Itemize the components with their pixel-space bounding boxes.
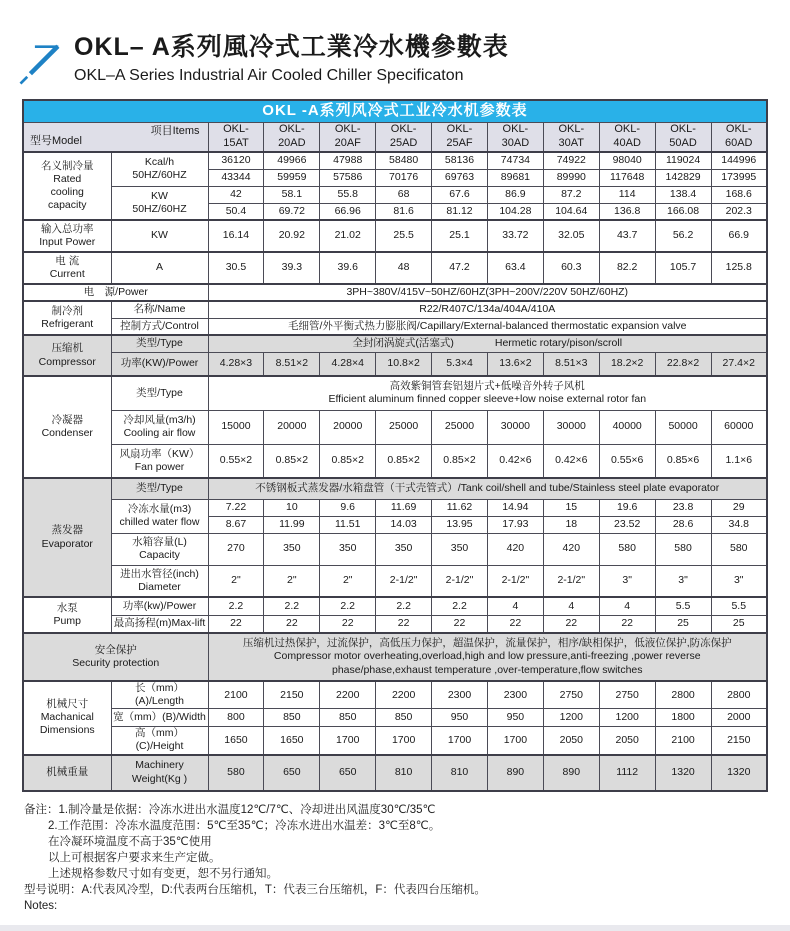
table-cell: 0.85×2 bbox=[320, 444, 376, 478]
table-cell: 89990 bbox=[543, 169, 599, 186]
table-cell: 30.5 bbox=[208, 252, 264, 284]
table-cell: 34.8 bbox=[711, 516, 767, 533]
table-cell: 14.03 bbox=[376, 516, 432, 533]
table-cell: 2.2 bbox=[432, 597, 488, 615]
condenser-group-label: 冷凝器 Condenser bbox=[23, 376, 111, 478]
security-line-en1: Compressor motor overheating,overload,high and low pressure,anti-freezing ,power reverse bbox=[273, 650, 701, 663]
table-cell: 950 bbox=[432, 709, 488, 727]
table-cell: 47988 bbox=[320, 152, 376, 169]
table-cell: 104.28 bbox=[487, 203, 543, 220]
table-cell: 0.85×6 bbox=[655, 444, 711, 478]
table-cell: 22 bbox=[432, 615, 488, 633]
table-cell: 60.3 bbox=[543, 252, 599, 284]
condenser-type-label: 类型/Type bbox=[111, 376, 208, 410]
pump-power-label: 功率(kw)/Power bbox=[111, 597, 208, 615]
evaporator-chilled-label: 冷冻水量(m3) chilled water flow bbox=[111, 499, 208, 533]
table-cell: 104.64 bbox=[543, 203, 599, 220]
table-caption: OKL -A系列风冷式工业冷水机参数表 bbox=[23, 100, 767, 122]
rated-kw-label: KW 50HZ/60HZ bbox=[111, 186, 208, 220]
table-cell: 202.3 bbox=[711, 203, 767, 220]
table-cell: 30000 bbox=[487, 410, 543, 444]
table-cell: 119024 bbox=[655, 152, 711, 169]
power-supply-label: 电 源/Power bbox=[23, 284, 208, 301]
corner-header-cell bbox=[23, 122, 208, 152]
table-cell: 86.9 bbox=[487, 186, 543, 203]
table-cell: 8.51×2 bbox=[264, 352, 320, 376]
table-cell: 144996 bbox=[711, 152, 767, 169]
table-cell: 0.85×2 bbox=[432, 444, 488, 478]
table-cell: 74922 bbox=[543, 152, 599, 169]
table-cell: 850 bbox=[264, 709, 320, 727]
table-cell: 69.72 bbox=[264, 203, 320, 220]
table-cell: 21.02 bbox=[320, 220, 376, 252]
table-cell: 58480 bbox=[376, 152, 432, 169]
table-cell: 1800 bbox=[655, 709, 711, 727]
table-cell: 168.6 bbox=[711, 186, 767, 203]
security-line-en2: phase/phase,exhaust temperature ,over-temperature,flow switches bbox=[332, 663, 643, 676]
table-cell: 1112 bbox=[599, 755, 655, 791]
table-cell: 2.2 bbox=[264, 597, 320, 615]
table-cell: 89681 bbox=[487, 169, 543, 186]
spec-table bbox=[22, 99, 768, 792]
table-cell: 105.7 bbox=[655, 252, 711, 284]
table-cell: 59959 bbox=[264, 169, 320, 186]
table-cell: 1.1×6 bbox=[711, 444, 767, 478]
table-cell: 11.69 bbox=[376, 499, 432, 516]
table-cell: 5.5 bbox=[655, 597, 711, 615]
table-cell: 69763 bbox=[432, 169, 488, 186]
table-cell: 4.28×3 bbox=[208, 352, 264, 376]
table-cell: 1700 bbox=[487, 727, 543, 755]
table-cell: 22 bbox=[264, 615, 320, 633]
table-cell: 17.93 bbox=[487, 516, 543, 533]
table-cell: 22.8×2 bbox=[655, 352, 711, 376]
table-cell: 10.8×2 bbox=[376, 352, 432, 376]
rated-kcal-label: Kcal/h 50HZ/60HZ bbox=[111, 152, 208, 186]
table-cell: 22 bbox=[543, 615, 599, 633]
table-cell: 2050 bbox=[543, 727, 599, 755]
table-cell: 48 bbox=[376, 252, 432, 284]
security-value bbox=[208, 633, 767, 681]
table-cell: 36120 bbox=[208, 152, 264, 169]
table-cell: 25000 bbox=[376, 410, 432, 444]
table-cell: 1200 bbox=[543, 709, 599, 727]
table-cell: 22 bbox=[487, 615, 543, 633]
table-cell: 11.62 bbox=[432, 499, 488, 516]
table-cell: 42 bbox=[208, 186, 264, 203]
table-cell: 950 bbox=[487, 709, 543, 727]
table-cell: 29 bbox=[711, 499, 767, 516]
table-cell: 2" bbox=[264, 565, 320, 597]
table-cell: 1320 bbox=[655, 755, 711, 791]
table-cell: 19.6 bbox=[599, 499, 655, 516]
table-cell: 650 bbox=[264, 755, 320, 791]
table-cell: 142829 bbox=[655, 169, 711, 186]
table-cell: 2750 bbox=[543, 681, 599, 709]
table-cell: 43.7 bbox=[599, 220, 655, 252]
table-cell: 1320 bbox=[711, 755, 767, 791]
table-cell: 58136 bbox=[432, 152, 488, 169]
table-cell: 50.4 bbox=[208, 203, 264, 220]
table-cell: 890 bbox=[543, 755, 599, 791]
pump-group-label: 水泵 Pump bbox=[23, 597, 111, 633]
note-line: 以上可根据客户要求来生产定做。 bbox=[48, 851, 221, 864]
condenser-type-zh: 高效紫铜管套铝翅片式+低噪音外转子风机 bbox=[389, 380, 585, 393]
table-cell: 420 bbox=[543, 533, 599, 565]
table-cell: 580 bbox=[599, 533, 655, 565]
table-cell: 55.8 bbox=[320, 186, 376, 203]
table-cell: 15000 bbox=[208, 410, 264, 444]
table-cell: 420 bbox=[487, 533, 543, 565]
corner-items-label: 项目Items bbox=[150, 124, 200, 137]
table-cell: 40000 bbox=[599, 410, 655, 444]
table-cell: 2200 bbox=[320, 681, 376, 709]
note-line: 上述规格参数尺寸如有变更，恕不另行通知。 bbox=[48, 867, 278, 880]
table-cell: 82.2 bbox=[599, 252, 655, 284]
table-cell: 650 bbox=[320, 755, 376, 791]
table-cell: 43344 bbox=[208, 169, 264, 186]
table-cell: 16.14 bbox=[208, 220, 264, 252]
table-cell: 2800 bbox=[655, 681, 711, 709]
security-line-zh: 压缩机过热保护，过流保护，高低压力保护，超温保护，流量保护，相序/缺相保护，低液位保护,防冻保护 bbox=[242, 637, 732, 650]
table-cell: 68 bbox=[376, 186, 432, 203]
table-cell: 63.4 bbox=[487, 252, 543, 284]
table-cell: 1650 bbox=[208, 727, 264, 755]
table-cell: 20000 bbox=[320, 410, 376, 444]
weight-label-zh: 机械重量 bbox=[23, 755, 111, 791]
table-cell: 25.5 bbox=[376, 220, 432, 252]
condenser-type-value bbox=[208, 376, 767, 410]
column-header: OKL- 40AD bbox=[599, 122, 655, 152]
table-cell: 9.6 bbox=[320, 499, 376, 516]
input-power-label: 输入总功率 Input Power bbox=[23, 220, 111, 252]
note-line: 在冷凝环境温度不高于35℃使用 bbox=[48, 835, 212, 848]
compressor-type-en: Hermetic rotary/pison/scroll bbox=[494, 337, 623, 350]
table-cell: 2300 bbox=[432, 681, 488, 709]
refrigerant-name-label: 名称/Name bbox=[111, 301, 208, 318]
evaporator-type-label: 类型/Type bbox=[111, 478, 208, 499]
pump-maxlift-label: 最高扬程(m)Max-lift bbox=[111, 615, 208, 633]
table-cell: 20000 bbox=[264, 410, 320, 444]
table-cell: 7.22 bbox=[208, 499, 264, 516]
table-cell: 270 bbox=[208, 533, 264, 565]
table-cell: 2-1/2" bbox=[432, 565, 488, 597]
table-cell: 13.95 bbox=[432, 516, 488, 533]
refrigerant-control-value: 毛细管/外平衡式热力膨胀阀/Capillary/External-balanced thermostatic expansion valve bbox=[208, 318, 767, 335]
table-cell: 87.2 bbox=[543, 186, 599, 203]
column-header-row bbox=[23, 122, 767, 152]
table-cell: 28.6 bbox=[655, 516, 711, 533]
table-cell: 0.85×2 bbox=[376, 444, 432, 478]
table-cell: 1700 bbox=[320, 727, 376, 755]
table-cell: 74734 bbox=[487, 152, 543, 169]
column-header: OKL- 30AD bbox=[487, 122, 543, 152]
table-cell: 0.42×6 bbox=[543, 444, 599, 478]
column-header: OKL- 60AD bbox=[711, 122, 767, 152]
table-cell: 22 bbox=[599, 615, 655, 633]
table-cell: 25000 bbox=[432, 410, 488, 444]
current-label: 电 流 Current bbox=[23, 252, 111, 284]
table-cell: 30000 bbox=[543, 410, 599, 444]
compressor-type-value bbox=[208, 335, 767, 352]
table-cell: 3" bbox=[599, 565, 655, 597]
table-cell: 350 bbox=[320, 533, 376, 565]
table-cell: 1200 bbox=[599, 709, 655, 727]
table-cell: 13.6×2 bbox=[487, 352, 543, 376]
table-cell: 49966 bbox=[264, 152, 320, 169]
table-cell: 2.2 bbox=[208, 597, 264, 615]
table-cell: 66.9 bbox=[711, 220, 767, 252]
table-cell: 166.08 bbox=[655, 203, 711, 220]
table-cell: 56.2 bbox=[655, 220, 711, 252]
table-cell: 2-1/2" bbox=[487, 565, 543, 597]
column-header: OKL- 25AF bbox=[432, 122, 488, 152]
table-cell: 11.51 bbox=[320, 516, 376, 533]
table-cell: 66.96 bbox=[320, 203, 376, 220]
condenser-fan-label: 风扇功率（KW） Fan power bbox=[111, 444, 208, 478]
table-cell: 2000 bbox=[711, 709, 767, 727]
table-cell: 23.52 bbox=[599, 516, 655, 533]
page-bottom-strip bbox=[0, 925, 790, 931]
column-header: OKL- 50AD bbox=[655, 122, 711, 152]
page-title: OKL– A系列風冷式工業冷水機參數表 bbox=[74, 33, 509, 61]
table-cell: 22 bbox=[320, 615, 376, 633]
table-cell: 810 bbox=[376, 755, 432, 791]
table-cell: 18.2×2 bbox=[599, 352, 655, 376]
table-cell: 5.5 bbox=[711, 597, 767, 615]
table-cell: 60000 bbox=[711, 410, 767, 444]
dimensions-width-label: 宽（mm）(B)/Width bbox=[111, 709, 208, 727]
note-line: Notes: bbox=[24, 899, 58, 912]
table-cell: 33.72 bbox=[487, 220, 543, 252]
note-line: 备注：1.制冷量是依据：冷冻水进出水温度12℃/7℃、冷却进出风温度30℃/35℃ bbox=[24, 803, 436, 816]
input-power-unit: KW bbox=[111, 220, 208, 252]
dimensions-group-label: 机械尺寸 Machanical Dimensions bbox=[23, 681, 111, 755]
dimensions-length-label: 长（mm）(A)/Length bbox=[111, 681, 208, 709]
table-cell: 4 bbox=[487, 597, 543, 615]
page-subtitle: OKL–A Series Industrial Air Cooled Chiller Specificaton bbox=[74, 67, 464, 84]
table-cell: 2.2 bbox=[320, 597, 376, 615]
evaporator-group-label: 蒸发器 Evaporator bbox=[23, 478, 111, 597]
table-cell: 0.55×6 bbox=[599, 444, 655, 478]
table-cell: 4 bbox=[543, 597, 599, 615]
evaporator-diameter-label: 进出水管径(inch) Diameter bbox=[111, 565, 208, 597]
compressor-group-label: 压缩机 Compressor bbox=[23, 335, 111, 376]
power-supply-value: 3PH~380V/415V~50HZ/60HZ(3PH~200V/220V 50HZ/60HZ) bbox=[208, 284, 767, 301]
table-cell: 22 bbox=[376, 615, 432, 633]
column-header: OKL- 20AD bbox=[264, 122, 320, 152]
table-cell: 5.3×4 bbox=[432, 352, 488, 376]
column-header: OKL- 20AF bbox=[320, 122, 376, 152]
table-cell: 25 bbox=[711, 615, 767, 633]
table-cell: 0.42×6 bbox=[487, 444, 543, 478]
table-cell: 114 bbox=[599, 186, 655, 203]
page-header bbox=[0, 0, 790, 90]
evaporator-capacity-label: 水箱容量(L) Capacity bbox=[111, 533, 208, 565]
table-cell: 27.4×2 bbox=[711, 352, 767, 376]
table-cell: 350 bbox=[432, 533, 488, 565]
table-cell: 2050 bbox=[599, 727, 655, 755]
table-cell: 81.12 bbox=[432, 203, 488, 220]
table-cell: 2" bbox=[208, 565, 264, 597]
table-cell: 3" bbox=[655, 565, 711, 597]
table-cell: 800 bbox=[208, 709, 264, 727]
table-cell: 580 bbox=[208, 755, 264, 791]
dimensions-height-label: 高（mm）(C)/Height bbox=[111, 727, 208, 755]
table-cell: 81.6 bbox=[376, 203, 432, 220]
notes-block bbox=[24, 802, 790, 914]
table-cell: 25.1 bbox=[432, 220, 488, 252]
table-cell: 0.85×2 bbox=[264, 444, 320, 478]
table-cell: 2150 bbox=[264, 681, 320, 709]
refrigerant-name-value: R22/R407C/134a/404A/410A bbox=[208, 301, 767, 318]
evaporator-type-value: 不锈钢板式蒸发器/水箱盘管（干式壳管式）/Tank coil/shell and tube/Stainless steel plate evaporator bbox=[208, 478, 767, 499]
table-cell: 14.94 bbox=[487, 499, 543, 516]
table-cell: 18 bbox=[543, 516, 599, 533]
arrow-logo-icon bbox=[16, 34, 70, 90]
table-cell: 47.2 bbox=[432, 252, 488, 284]
compressor-type-zh: 全封闭涡旋式(活塞式) bbox=[352, 337, 454, 350]
table-cell: 136.8 bbox=[599, 203, 655, 220]
refrigerant-group-label: 制冷剂 Refrigerant bbox=[23, 301, 111, 335]
table-cell: 70176 bbox=[376, 169, 432, 186]
table-cell: 2750 bbox=[599, 681, 655, 709]
table-cell: 67.6 bbox=[432, 186, 488, 203]
table-cell: 20.92 bbox=[264, 220, 320, 252]
table-cell: 0.55×2 bbox=[208, 444, 264, 478]
table-cell: 138.4 bbox=[655, 186, 711, 203]
table-cell: 8.67 bbox=[208, 516, 264, 533]
table-cell: 2.2 bbox=[376, 597, 432, 615]
note-line: 2.工作范围：冷冻水温度范围：5℃至35℃；冷冻水进出水温差：3℃至8℃。 bbox=[48, 819, 441, 832]
refrigerant-control-label: 控制方式/Control bbox=[111, 318, 208, 335]
table-cell: 580 bbox=[711, 533, 767, 565]
table-cell: 3" bbox=[711, 565, 767, 597]
compressor-type-label: 类型/Type bbox=[111, 335, 208, 352]
table-cell: 125.8 bbox=[711, 252, 767, 284]
table-cell: 39.6 bbox=[320, 252, 376, 284]
table-cell: 98040 bbox=[599, 152, 655, 169]
rated-group-label: 名义制冷量 Rated cooling capacity bbox=[23, 152, 111, 220]
table-cell: 2-1/2" bbox=[376, 565, 432, 597]
table-cell: 2100 bbox=[208, 681, 264, 709]
table-caption-row bbox=[23, 100, 767, 122]
table-cell: 350 bbox=[376, 533, 432, 565]
table-cell: 2" bbox=[320, 565, 376, 597]
table-cell: 1700 bbox=[376, 727, 432, 755]
table-cell: 850 bbox=[376, 709, 432, 727]
table-cell: 173995 bbox=[711, 169, 767, 186]
table-cell: 2200 bbox=[376, 681, 432, 709]
table-cell: 39.3 bbox=[264, 252, 320, 284]
table-cell: 1700 bbox=[432, 727, 488, 755]
table-cell: 350 bbox=[264, 533, 320, 565]
table-cell: 8.51×3 bbox=[543, 352, 599, 376]
table-cell: 890 bbox=[487, 755, 543, 791]
weight-label-en: Machinery Weight(Kg ) bbox=[111, 755, 208, 791]
table-cell: 4 bbox=[599, 597, 655, 615]
table-cell: 2150 bbox=[711, 727, 767, 755]
table-cell: 57586 bbox=[320, 169, 376, 186]
table-cell: 58.1 bbox=[264, 186, 320, 203]
security-label: 安全保护 Security protection bbox=[23, 633, 208, 681]
table-cell: 4.28×4 bbox=[320, 352, 376, 376]
table-cell: 810 bbox=[432, 755, 488, 791]
column-header: OKL- 25AD bbox=[376, 122, 432, 152]
note-line: 型号说明：A:代表风冷型，D:代表两台压缩机，T：代表三台压缩机，F：代表四台压缩机。 bbox=[24, 883, 486, 896]
column-header: OKL- 15AT bbox=[208, 122, 264, 152]
compressor-power-label: 功率(KW)/Power bbox=[111, 352, 208, 376]
table-cell: 2800 bbox=[711, 681, 767, 709]
condenser-airflow-label: 冷却风量(m3/h) Cooling air flow bbox=[111, 410, 208, 444]
table-cell: 2-1/2" bbox=[543, 565, 599, 597]
current-unit: A bbox=[111, 252, 208, 284]
table-cell: 1650 bbox=[264, 727, 320, 755]
table-cell: 11.99 bbox=[264, 516, 320, 533]
table-cell: 50000 bbox=[655, 410, 711, 444]
condenser-type-en: Efficient aluminum finned copper sleeve+low noise external rotor fan bbox=[328, 393, 647, 406]
table-cell: 25 bbox=[655, 615, 711, 633]
table-cell: 580 bbox=[655, 533, 711, 565]
table-cell: 15 bbox=[543, 499, 599, 516]
corner-model-label: 型号Model bbox=[30, 135, 82, 148]
table-cell: 850 bbox=[320, 709, 376, 727]
table-cell: 32.05 bbox=[543, 220, 599, 252]
table-cell: 117648 bbox=[599, 169, 655, 186]
column-header: OKL- 30AT bbox=[543, 122, 599, 152]
table-cell: 10 bbox=[264, 499, 320, 516]
table-cell: 23.8 bbox=[655, 499, 711, 516]
table-cell: 22 bbox=[208, 615, 264, 633]
table-cell: 2300 bbox=[487, 681, 543, 709]
table-cell: 2100 bbox=[655, 727, 711, 755]
